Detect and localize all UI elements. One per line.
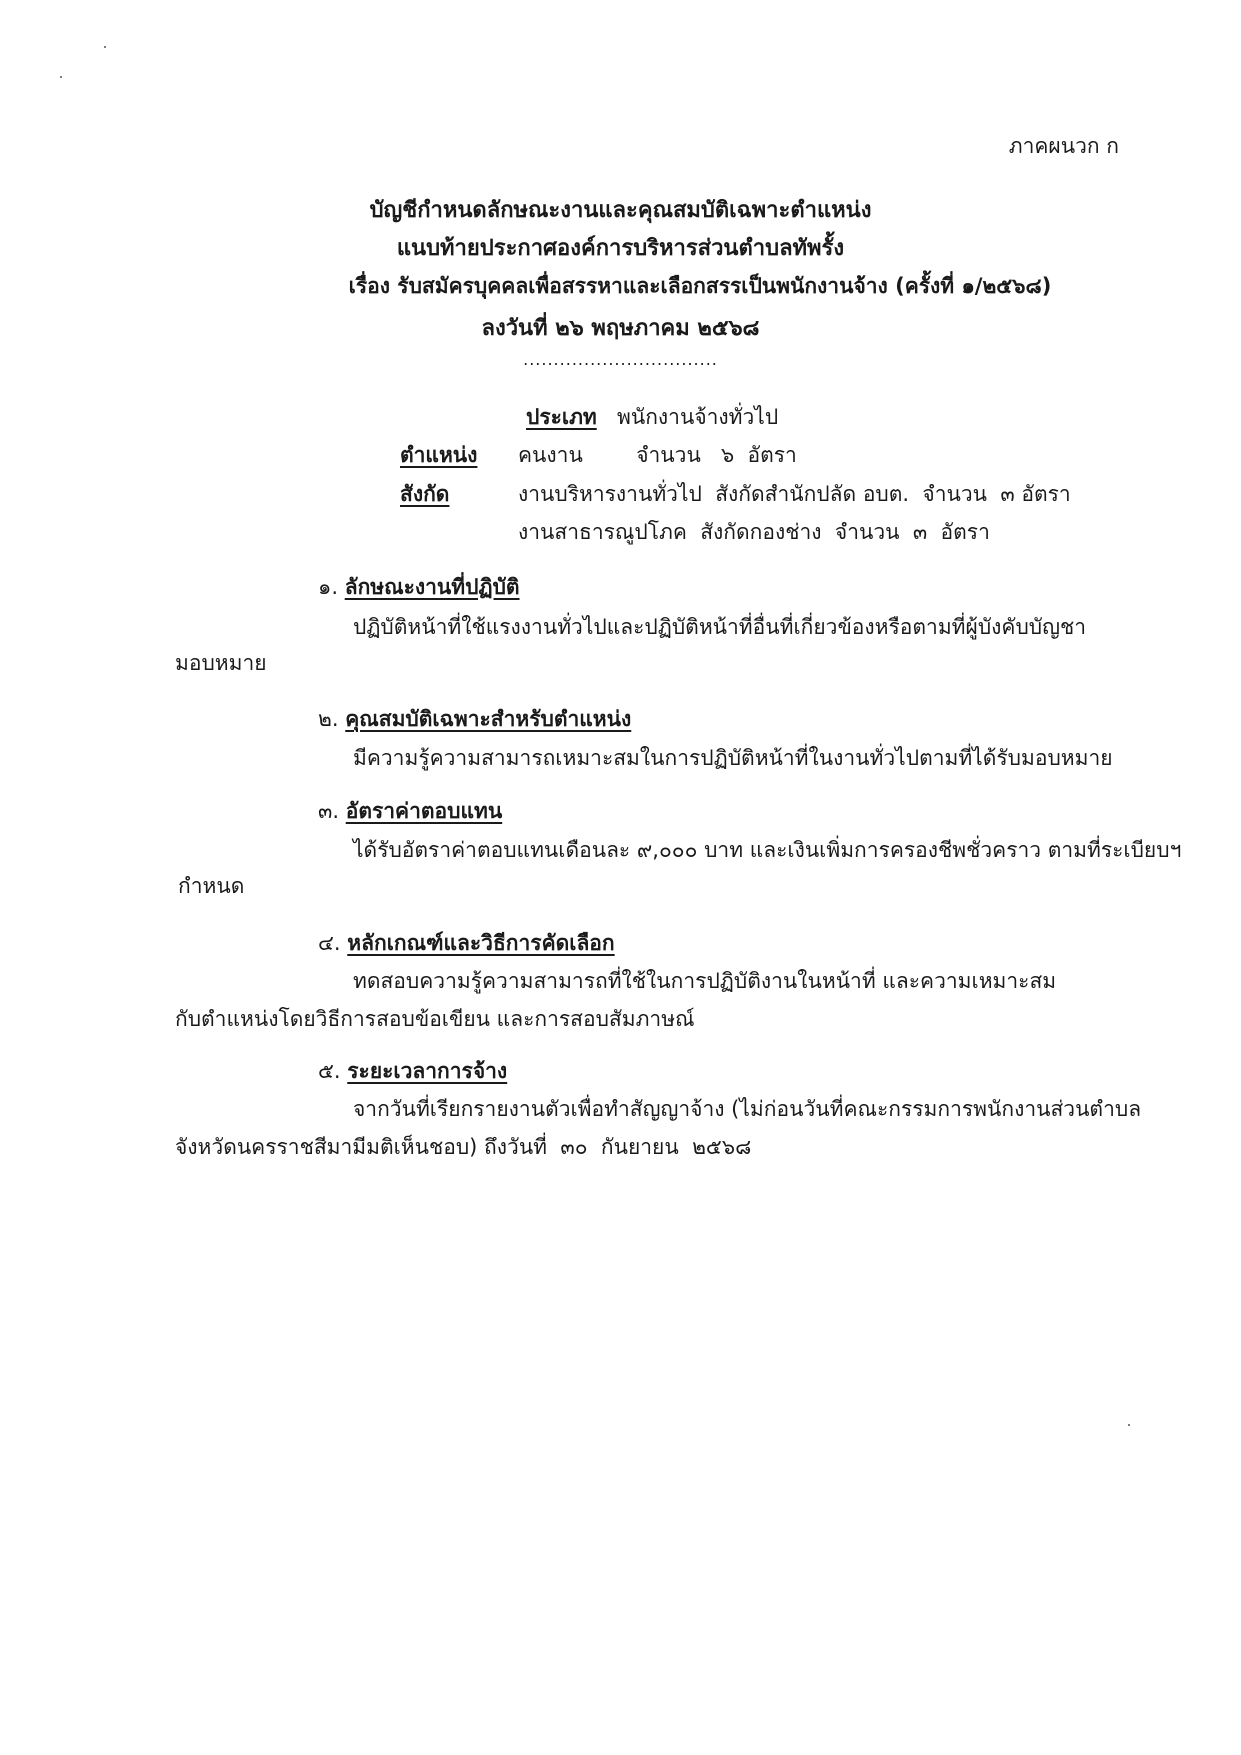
- section-1-heading: [318, 577, 520, 598]
- header-title-line1: บัญชีกำหนดลักษณะงานและคุณสมบัติเฉพาะตำแหน่ง: [369, 198, 872, 223]
- section-number: ๓.: [318, 799, 340, 823]
- header-separator: ................................: [523, 350, 718, 369]
- affiliation-line-1: งานบริหารงานทั่วไป สังกัดสำนักปลัด อบต. จำนวน ๓ อัตรา: [518, 482, 1071, 506]
- header-title-line2: แนบท้ายประกาศองค์การบริหารส่วนตำบลทัพรั้ง: [396, 236, 845, 261]
- section-3-body-line1: ได้รับอัตราค่าตอบแทนเดือนละ ๙,๐๐๐ บาท และเงินเพิ่มการครองชีพชั่วคราว ตามที่ระเบียบฯ: [353, 838, 1182, 862]
- section-2-heading: [318, 709, 631, 730]
- section-2-body-line1: มีความรู้ความสามารถเหมาะสมในการปฏิบัติหน้าที่ในงานทั่วไปตามที่ได้รับมอบหมาย: [353, 746, 1113, 770]
- scan-speck: [1128, 1424, 1130, 1426]
- section-number: ๕.: [318, 1059, 341, 1083]
- position-value: คนงาน จำนวน ๖ อัตรา: [518, 443, 797, 467]
- affiliation-label: สังกัด: [400, 482, 450, 506]
- section-title: อัตราค่าตอบแทน: [345, 799, 503, 823]
- annex-label: ภาคผนวก ก: [1008, 134, 1119, 158]
- position-label: ตำแหน่ง: [400, 443, 478, 467]
- type-label: ประเภท: [526, 405, 597, 429]
- section-5-body-line1: จากวันที่เรียกรายงานตัวเพื่อทำสัญญาจ้าง (ไม่ก่อนวันที่คณะกรรมการพนักงานส่วนตำบล: [353, 1097, 1142, 1121]
- section-title: ระยะเวลาการจ้าง: [347, 1059, 508, 1083]
- section-title: หลักเกณฑ์และวิธีการคัดเลือก: [347, 931, 615, 955]
- section-4-body-line2: กับตำแหน่งโดยวิธีการสอบข้อเขียน และการสอบสัมภาษณ์: [175, 1007, 695, 1031]
- header-date-line: ลงวันที่ ๒๖ พฤษภาคม ๒๕๖๘: [481, 316, 760, 341]
- section-number: ๔.: [318, 931, 341, 955]
- section-number: ๑.: [318, 575, 339, 599]
- affiliation-line-2: งานสาธารณูปโภค สังกัดกองช่าง จำนวน ๓ อัตรา: [518, 520, 990, 544]
- type-value: พนักงานจ้างทั่วไป: [617, 405, 779, 429]
- scan-speck: [60, 76, 62, 78]
- section-title: ลักษณะงานที่ปฏิบัติ: [344, 575, 520, 599]
- section-4-heading: [318, 933, 615, 954]
- section-3-body-line2: กำหนด: [178, 874, 245, 898]
- section-4-body-line1: ทดสอบความรู้ความสามารถที่ใช้ในการปฏิบัติงานในหน้าที่ และความเหมาะสม: [353, 969, 1057, 993]
- section-5-heading: [318, 1061, 507, 1082]
- section-3-heading: [318, 801, 502, 822]
- section-1-body-line2: มอบหมาย: [175, 651, 267, 675]
- header-subject-line: เรื่อง รับสมัครบุคคลเพื่อสรรหาและเลือกสรรเป็นพนักงานจ้าง (ครั้งที่ ๑/๒๕๖๘): [348, 274, 1052, 298]
- section-number: ๒.: [318, 707, 339, 731]
- section-title: คุณสมบัติเฉพาะสำหรับตำแหน่ง: [345, 707, 632, 731]
- scan-speck: [104, 46, 106, 48]
- section-1-body-line1: ปฏิบัติหน้าที่ใช้แรงงานทั่วไปและปฏิบัติหน้าที่อื่นที่เกี่ยวข้องหรือตามที่ผู้บังคับบัญชา: [353, 615, 1087, 639]
- section-5-body-line2: จังหวัดนครราชสีมามีมติเห็นชอบ) ถึงวันที่ ๓๐ กันยายน ๒๕๖๘: [175, 1135, 752, 1159]
